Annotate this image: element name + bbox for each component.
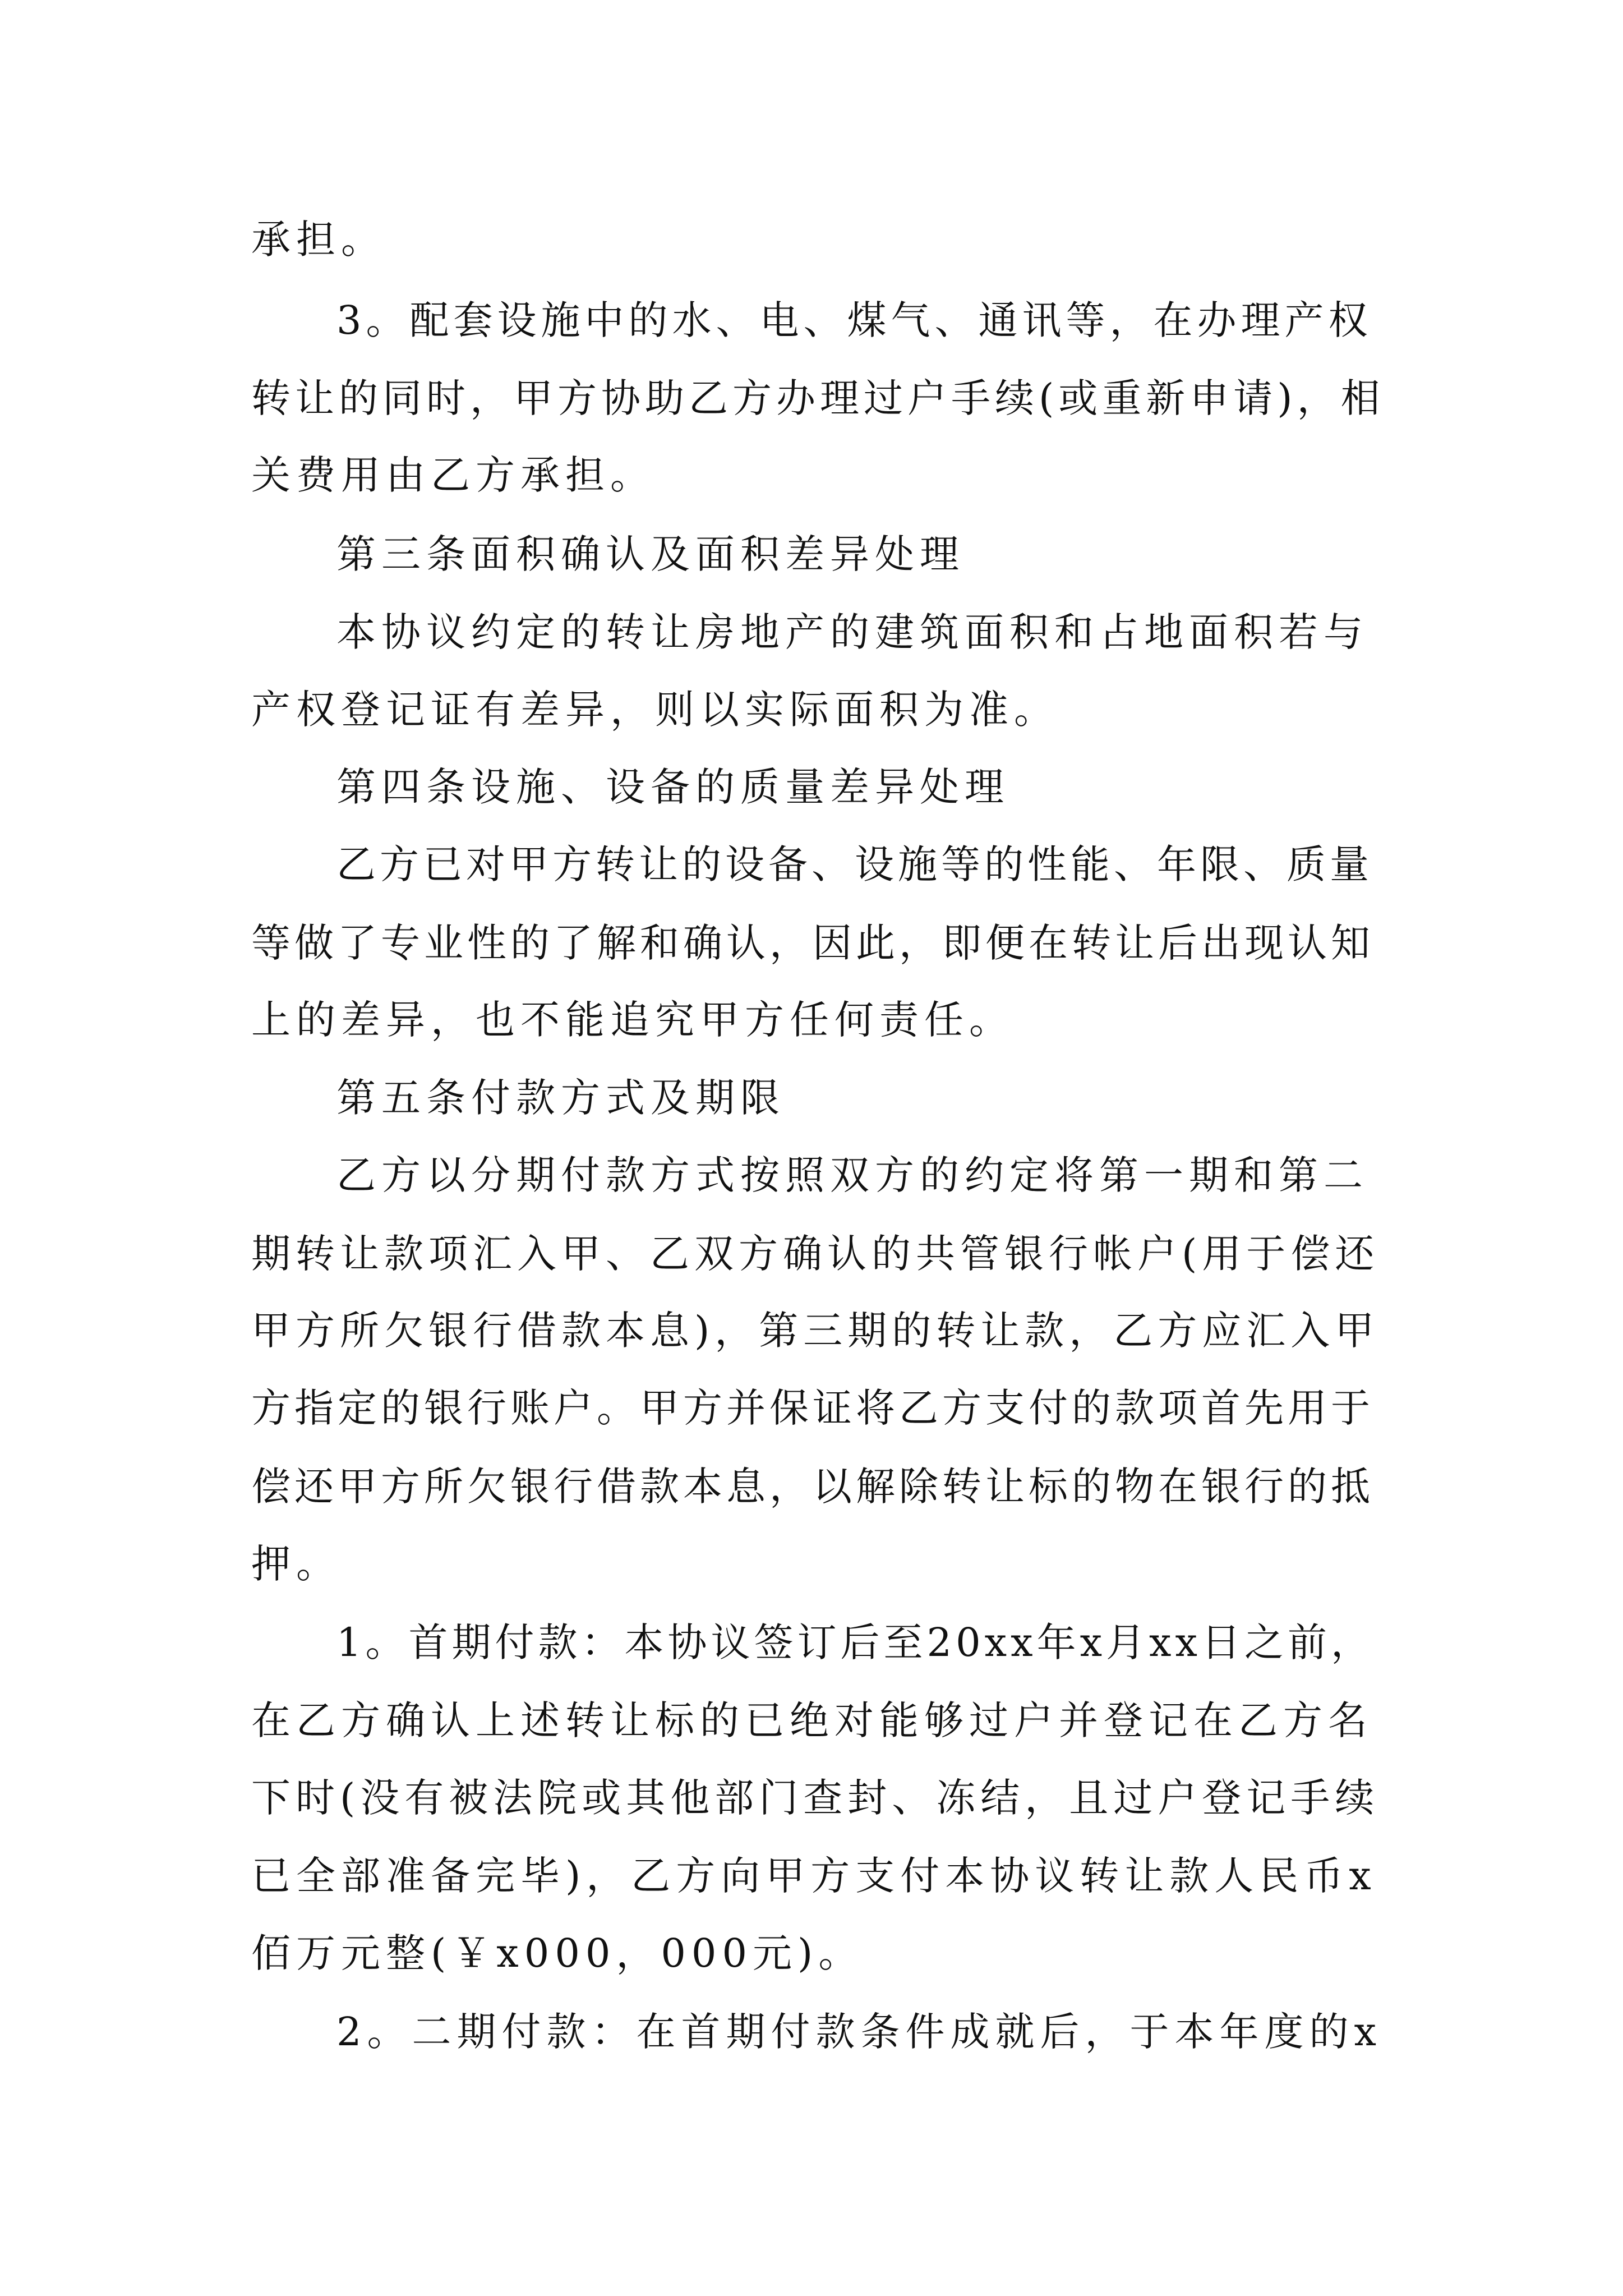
section-heading: 第四条设施、设备的质量差异处理: [336, 764, 1009, 810]
text-line: 乙方以分期付款方式按照双方的约定将第一期和第二: [336, 1152, 1368, 1198]
text-line: 1。首期付款：本协议签订后至20xx年x月xx日之前，: [336, 1619, 1374, 1665]
text-line: 承担。: [251, 217, 386, 263]
text-line: 乙方已对甲方转让的设备、设施等的性能、年限、质量: [336, 841, 1373, 887]
text-line: 在乙方确认上述转让标的已绝对能够过户并登记在乙方名: [251, 1697, 1373, 1743]
text-line: 偿还甲方所欠银行借款本息，以解除转让标的物在银行的抵: [251, 1464, 1374, 1510]
text-line: 2。二期付款：在首期付款条件成就后，于本年度的x: [336, 2009, 1382, 2055]
text-line: 甲方所欠银行借款本息)，第三期的转让款，乙方应汇入甲: [251, 1308, 1380, 1354]
section-heading: 第三条面积确认及面积差异处理: [336, 531, 965, 577]
text-line: 转让的同时，甲方协助乙方办理过户手续(或重新申请)，相: [251, 375, 1385, 421]
text-line: 已全部准备完毕)，乙方向甲方支付本协议转让款人民币x: [251, 1853, 1377, 1899]
text-line: 上的差异，也不能追究甲方任何责任。: [251, 997, 1014, 1043]
text-line: 方指定的银行账户。甲方并保证将乙方支付的款项首先用于: [251, 1385, 1374, 1431]
text-line: 3。配套设施中的水、电、煤气、通讯等，在办理产权: [336, 297, 1372, 343]
text-line: 本协议约定的转让房地产的建筑面积和占地面积若与: [336, 609, 1368, 655]
text-line: 关费用由乙方承担。: [251, 452, 655, 498]
text-line: 押。: [251, 1541, 341, 1587]
text-line: 产权登记证有差异，则以实际面积为准。: [251, 687, 1059, 733]
text-line: 佰万元整(￥x000，000元)。: [251, 1930, 864, 1976]
text-line: 等做了专业性的了解和确认，因此，即便在转让后出现认知: [251, 920, 1374, 966]
section-heading: 第五条付款方式及期限: [336, 1075, 785, 1121]
text-line: 期转让款项汇入甲、乙双方确认的共管银行帐户(用于偿还: [251, 1231, 1380, 1277]
text-line: 下时(没有被法院或其他部门查封、冻结，且过户登记手续: [251, 1775, 1380, 1821]
